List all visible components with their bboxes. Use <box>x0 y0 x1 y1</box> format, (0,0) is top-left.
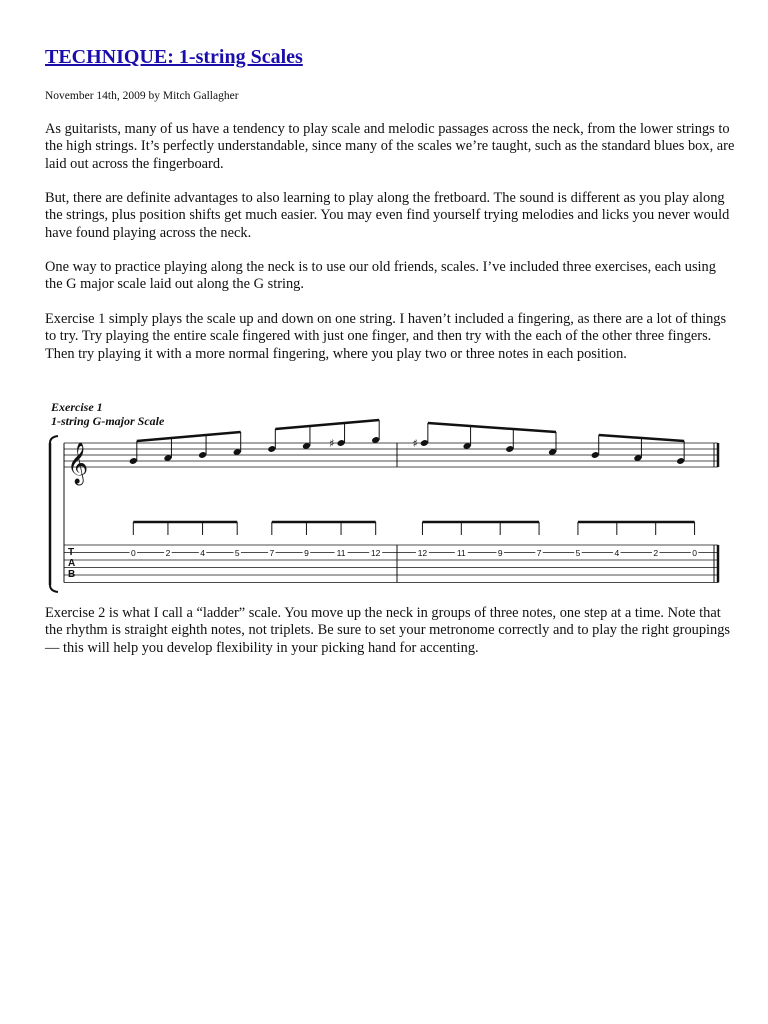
staff-beam <box>137 432 241 441</box>
tab-clef-letter: T <box>68 547 75 558</box>
tab-fret-number: 7 <box>269 548 275 558</box>
paragraph: As guitarists, many of us have a tendency to play scale and melodic passages across the neck, from the lower strings to the high strings. It’s perfectly understandable, since many of the scales we’re taught, such as the standard blues box, are laid out across the fingerboard. <box>45 121 735 172</box>
sharp-accidental: ♯ <box>412 437 418 450</box>
tab-fret-number: 2 <box>653 548 659 558</box>
tab-clef-letter: A <box>68 558 76 569</box>
tab-fret-number: 9 <box>304 548 309 558</box>
tab-fret-number: 2 <box>165 548 171 558</box>
exercise-heading: Exercise 1 <box>51 400 103 414</box>
staff-beam <box>428 423 556 432</box>
tab-fret-number: 9 <box>497 548 503 558</box>
tab-fret-number: 12 <box>370 548 381 558</box>
paragraph: One way to practice playing along the neck is to use our old friends, scales. I’ve included three exercises, each using the G major scale laid out along the G string. <box>45 259 716 293</box>
tab-fret-number: 4 <box>614 548 620 558</box>
tab-fret-number: 0 <box>692 548 697 558</box>
paragraph: Exercise 1 simply plays the scale up and down on one string. I haven’t included a fingering, as there are a lot of things to try. Try playing the entire scale fingered with just one finger, and then try with the each of the other three fingers. Then try playing it with a more normal fingering, where you play two or three notes in each position. <box>45 311 727 362</box>
article-title-link[interactable]: TECHNIQUE: 1-string Scales <box>45 46 303 68</box>
staff-beam <box>275 420 379 429</box>
score-svg <box>45 395 735 595</box>
exercise-subheading: 1-string G-major Scale <box>51 414 165 428</box>
exercise-notation-figure <box>45 395 735 595</box>
paragraph: But, there are definite advantages to also learning to play along the fretboard. The sound is different as you play along the strings, plus position shifts get much easier. You may even find yourself trying melodies and licks you never would have found playing across the neck. <box>45 190 730 241</box>
tab-fret-number: 0 <box>130 548 136 558</box>
paragraph: Exercise 2 is what I call a “ladder” scale. You move up the neck in groups of three notes, one step at a time. Note that the rhythm is straight eighth notes, not triplets. Be sure to set your metronome correctly and to play the right groupings — this will help you develop flexibility in your picking hand for accenting. <box>45 605 731 656</box>
tab-fret-number: 7 <box>536 548 542 558</box>
tab-fret-number: 11 <box>336 548 346 558</box>
system-bracket <box>50 585 58 592</box>
tab-clef-letter: B <box>68 569 76 580</box>
tab-fret-number: 12 <box>417 548 428 558</box>
byline: November 14th, 2009 by Mitch Gallagher <box>45 90 239 102</box>
tab-fret-number: 4 <box>200 548 205 558</box>
system-bracket <box>50 436 58 443</box>
tab-fret-number: 5 <box>234 548 240 558</box>
sharp-accidental: ♯ <box>329 437 335 450</box>
treble-clef-icon: 𝄞 <box>67 443 89 484</box>
tab-fret-number: 11 <box>456 548 466 558</box>
tab-fret-number: 5 <box>575 548 581 558</box>
